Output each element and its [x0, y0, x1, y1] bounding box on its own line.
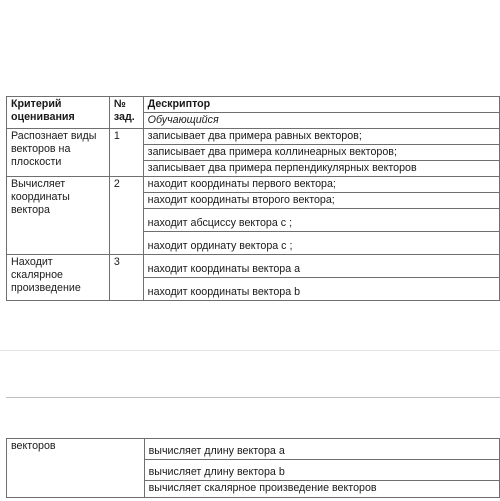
- table-header-row: [7, 97, 500, 113]
- descriptor-cell: вычисляет длину вектора b: [144, 460, 499, 481]
- descriptor-cell: вычисляет длину вектора a: [144, 439, 499, 460]
- page-break: [0, 350, 500, 398]
- descriptor-cell: записывает два примера равных векторов;: [143, 129, 499, 145]
- descriptor-cell: записывает два примера коллинеарных векторов;: [143, 145, 499, 161]
- descriptor-cell: находит координаты вектора a: [143, 255, 499, 278]
- table-row: [7, 255, 500, 278]
- criterion-cell: Находит скалярное произведение: [7, 255, 110, 301]
- descriptor-cell: находит ординату вектора c ;: [143, 232, 499, 255]
- header-descriptor: Дескриптор: [143, 97, 499, 113]
- criterion-cell: Вычисляет координаты вектора: [7, 177, 110, 255]
- criterion-cell: Распознает виды векторов на плоскости: [7, 129, 110, 177]
- descriptor-cell: записывает два примера перпендикулярных векторов: [143, 161, 499, 177]
- descriptor-cell: находит абсциссу вектора c ;: [143, 209, 499, 232]
- table-row: [7, 129, 500, 145]
- task-number-cell: 1: [109, 129, 143, 177]
- assessment-criteria-table-continued: [6, 438, 500, 498]
- task-number-cell: 3: [109, 255, 143, 301]
- table-row: [7, 439, 500, 460]
- descriptor-cell: вычисляет скалярное произведение векторов: [144, 481, 499, 498]
- assessment-criteria-table: [6, 96, 500, 301]
- header-criterion: Критерий оценивания: [7, 97, 110, 129]
- subheader-student: Обучающийся: [143, 113, 499, 129]
- page-2-fragment: [6, 397, 500, 501]
- descriptor-cell: находит координаты первого вектора;: [143, 177, 499, 193]
- descriptor-cell: находит координаты второго вектора;: [143, 193, 499, 209]
- criterion-cell-continued: векторов: [7, 439, 145, 498]
- table-row: [7, 177, 500, 193]
- task-number-cell: 2: [109, 177, 143, 255]
- descriptor-cell: находит координаты вектора b: [143, 278, 499, 301]
- header-task-number: № зад.: [109, 97, 143, 129]
